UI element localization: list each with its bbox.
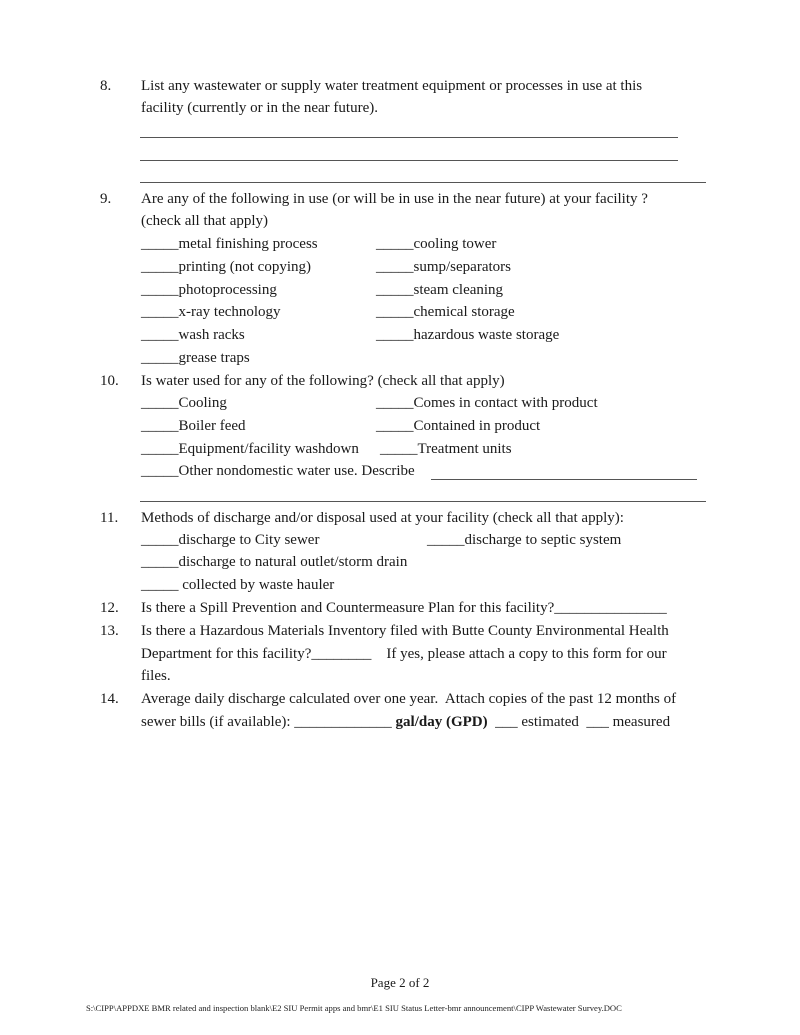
question-number: 11.	[100, 510, 119, 526]
checkbox-option[interactable]: _____ collected by waste hauler	[141, 577, 335, 593]
checkbox-option[interactable]: _____Other nondomestic water use. Describe	[141, 463, 415, 479]
checkbox-option[interactable]: _____steam cleaning	[376, 282, 504, 298]
checkbox-option[interactable]: _____discharge to City sewer	[141, 532, 320, 548]
estimate-measure-options[interactable]: ___ estimated ___ measured	[487, 714, 671, 730]
checkbox-option[interactable]: _____hazardous waste storage	[376, 327, 560, 343]
checkbox-option[interactable]: _____Treatment units	[380, 441, 512, 457]
checkbox-option[interactable]: _____discharge to natural outlet/storm drain	[141, 554, 408, 570]
answer-line[interactable]	[140, 137, 678, 138]
question-number: 8.	[100, 78, 112, 94]
question-text: Average daily discharge calculated over one year. Attach copies of the past 12 months of	[141, 691, 677, 707]
question-number: 13.	[100, 623, 119, 639]
checkbox-option[interactable]: _____Comes in contact with product	[376, 395, 598, 411]
answer-line[interactable]	[140, 182, 706, 183]
question-number: 14.	[100, 691, 119, 707]
checkbox-option[interactable]: _____grease traps	[141, 350, 250, 366]
checkbox-option[interactable]: _____chemical storage	[376, 304, 515, 320]
checkbox-option[interactable]: _____Cooling	[141, 395, 227, 411]
question-text: Methods of discharge and/or disposal used at your facility (check all that apply):	[141, 510, 624, 526]
checkbox-option[interactable]: _____x-ray technology	[141, 304, 281, 320]
describe-line[interactable]	[431, 479, 697, 480]
checkbox-option[interactable]: _____sump/separators	[376, 259, 511, 275]
question-text: List any wastewater or supply water treatment equipment or processes in use at this	[141, 78, 643, 94]
question-text: Is there a Hazardous Materials Inventory filed with Butte County Environmental Health	[141, 623, 669, 639]
page-number: Page 2 of 2	[370, 975, 430, 990]
checkbox-option[interactable]: _____wash racks	[141, 327, 245, 343]
question-text: Are any of the following in use (or will be in use in the near future) at your facility ?	[141, 191, 648, 207]
question-text: files.	[141, 668, 171, 684]
question-number: 12.	[100, 600, 119, 616]
discharge-prefix: sewer bills (if available): _____________	[141, 714, 396, 730]
checkbox-option[interactable]: _____Contained in product	[376, 418, 541, 434]
checkbox-option[interactable]: _____photoprocessing	[141, 282, 277, 298]
question-number: 10.	[100, 373, 119, 389]
gpd-unit-label: gal/day (GPD)	[395, 714, 488, 730]
checkbox-option[interactable]: _____metal finishing process	[141, 236, 318, 252]
question-text: (check all that apply)	[141, 213, 269, 229]
checkbox-option[interactable]: _____Equipment/facility washdown	[141, 441, 359, 457]
checkbox-option[interactable]: _____cooling tower	[376, 236, 497, 252]
question-text: facility (currently or in the near future).	[141, 100, 378, 116]
question-number: 9.	[100, 191, 112, 207]
question-text: Is water used for any of the following? (check all that apply)	[141, 373, 505, 389]
question-text[interactable]: Department for this facility?________ If yes, please attach a copy to this form for our	[141, 646, 667, 662]
answer-line[interactable]	[140, 160, 678, 161]
discharge-field[interactable]	[141, 713, 670, 731]
checkbox-option[interactable]: _____printing (not copying)	[141, 259, 311, 275]
checkbox-option[interactable]: _____discharge to septic system	[427, 532, 622, 548]
file-path: S:\CIPP\APPDXE BMR related and inspection blank\E2 SIU Permit apps and bmr\E1 SIU Status Letter-bmr announcement\CIPP Wastewater Survey.DOC	[86, 1003, 622, 1013]
describe-line[interactable]	[140, 501, 706, 502]
checkbox-option[interactable]: _____Boiler feed	[141, 418, 246, 434]
question-text[interactable]: Is there a Spill Prevention and Countermeasure Plan for this facility?_______________	[141, 600, 667, 616]
